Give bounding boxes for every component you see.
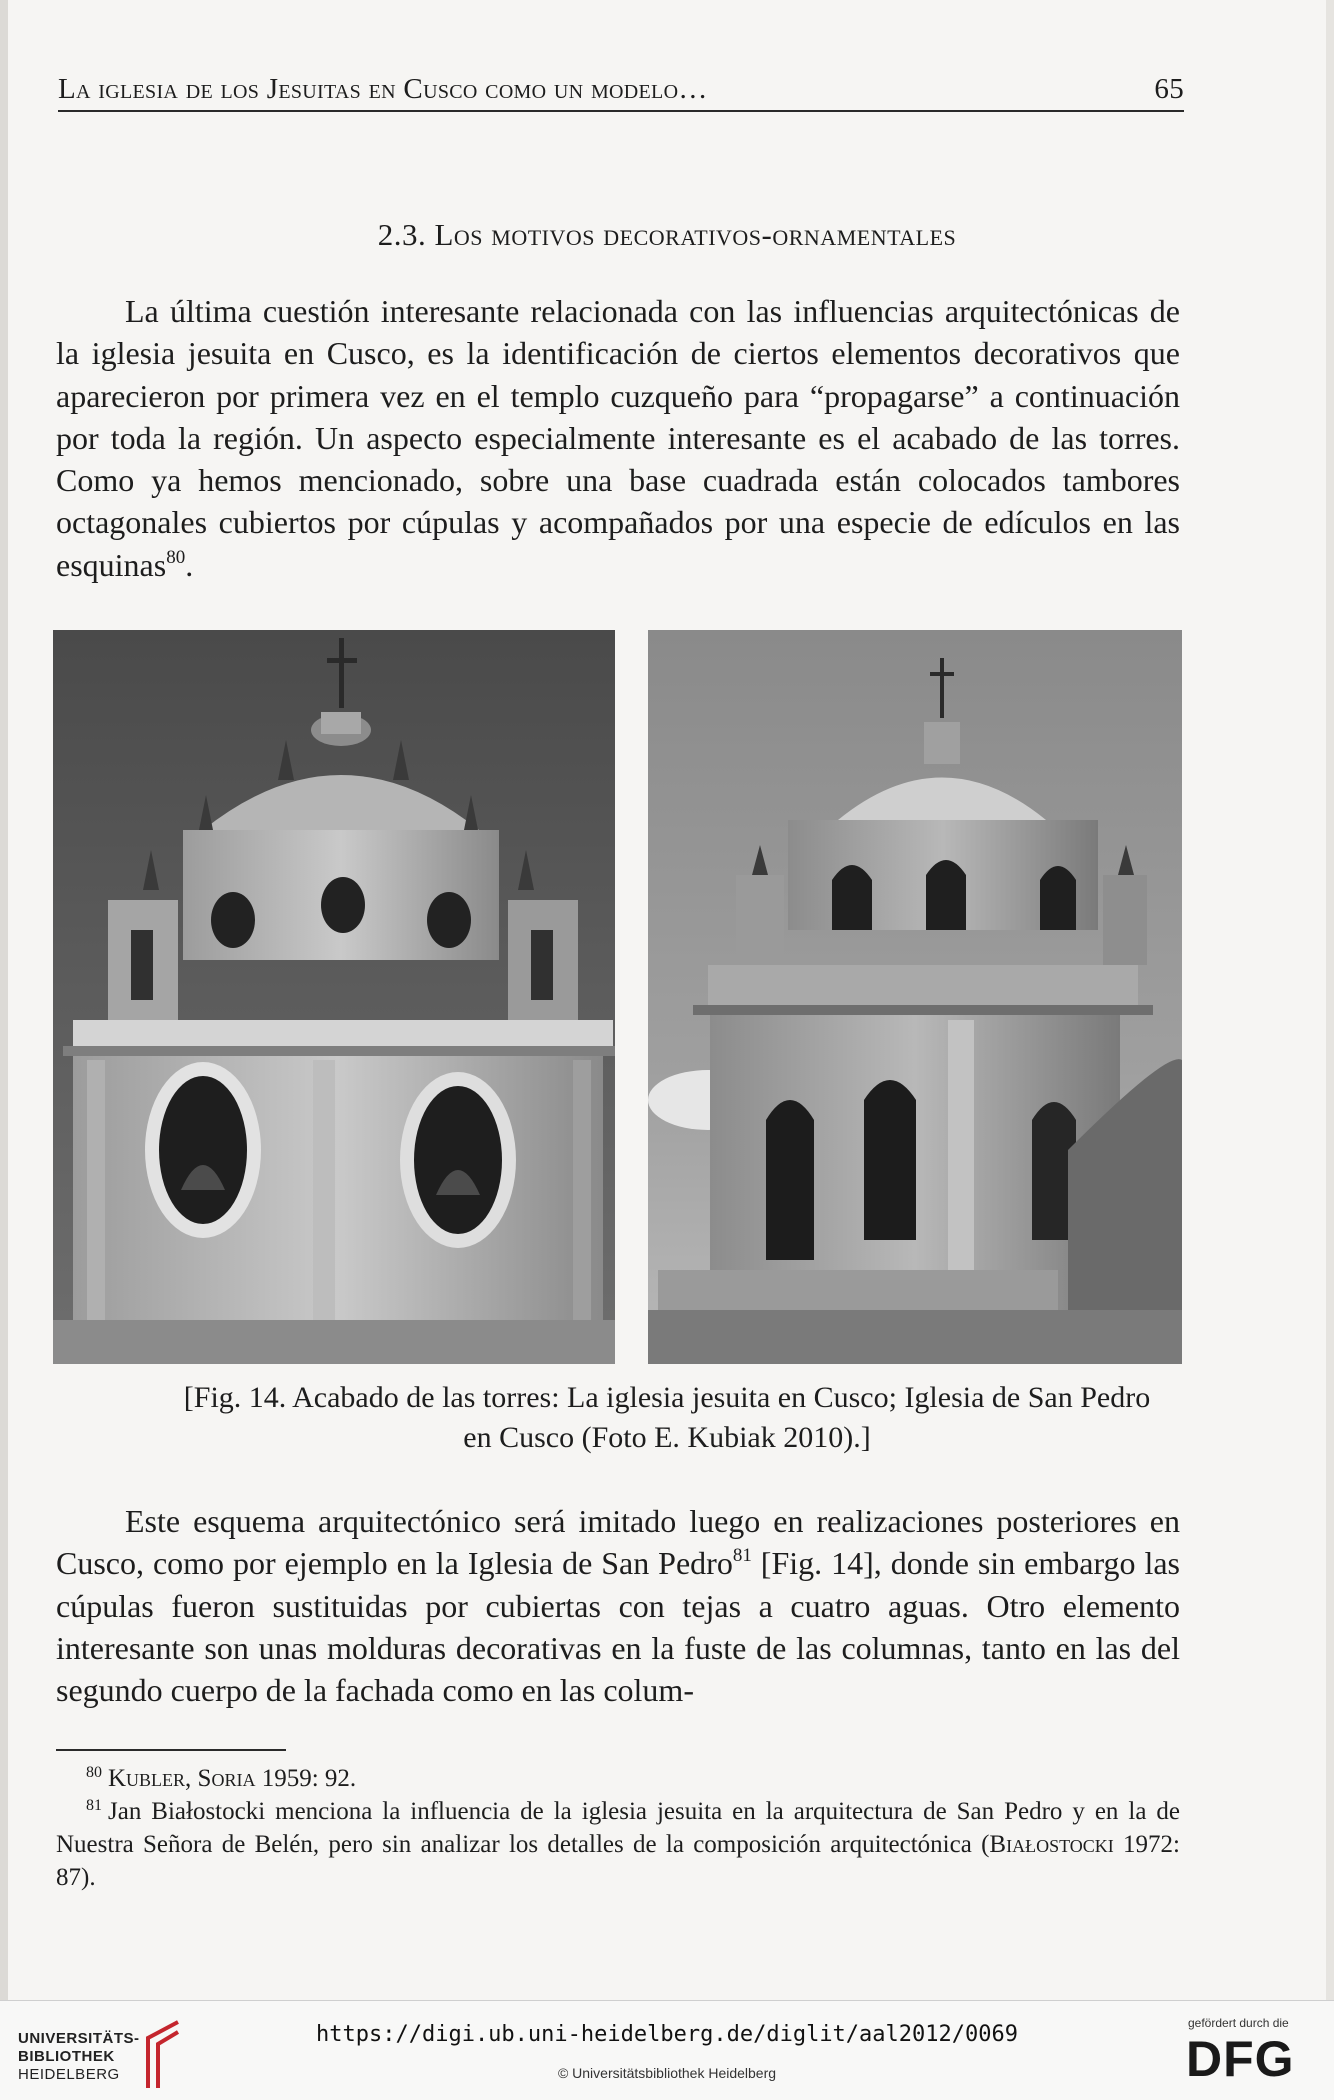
footnote-ref-80[interactable]: 80 [166, 546, 186, 568]
figure-caption [0, 1378, 1334, 1458]
paragraph-1-end: . [185, 546, 194, 583]
dfg-logo[interactable]: DFG [1186, 2031, 1295, 2087]
figure-photo-jesuit-tower [53, 630, 615, 1364]
permalink-url[interactable]: https://digi.ub.uni-heidelberg.de/diglit/aal2012/0069 [316, 2022, 1018, 2047]
figure-photo-san-pedro-tower [648, 630, 1182, 1364]
footnote-80-text: 1959: 92. [255, 1765, 357, 1792]
funder-note: gefördert durch die [1188, 2016, 1289, 2030]
footnotes [56, 1762, 1180, 1894]
footnote-81 [56, 1795, 1180, 1894]
running-head [58, 73, 1184, 106]
library-line-2: BIBLIOTHEK [18, 2048, 115, 2065]
figure-caption-line-1: [Fig. 14. Acabado de las torres: La iglesia jesuita en Cusco; Iglesia de San Pedro [183, 1381, 1151, 1414]
footnote-81-text-a: Jan Białostocki menciona la influencia de la iglesia jesuita en la arquitectura de San Pedro y en la de Nuestra Señora de Belén, pero sin analizar los detalles de la composición arquitectónica ( [56, 1798, 1180, 1858]
footnote-rule [56, 1749, 286, 1751]
footnote-81-text-b: 1972: 87). [56, 1831, 1180, 1891]
library-line-1: UNIVERSITÄTS- [18, 2030, 140, 2047]
figure-caption-line-2: en Cusco (Foto E. Kubiak 2010).] [463, 1421, 871, 1454]
footnote-81-number: 81 [86, 1797, 102, 1814]
digitization-footer [0, 2000, 1334, 2100]
paragraph-2 [56, 1500, 1180, 1711]
section-title: 2.3. Los motivos decorativos-ornamentales [377, 217, 957, 252]
running-head-title: La iglesia de los Jesuitas en Cusco como un modelo… [58, 73, 708, 105]
copyright-text: © Universitätsbibliothek Heidelberg [557, 2065, 777, 2081]
jesuit-tower-illustration [53, 630, 615, 1364]
page-edge-left [0, 0, 8, 2000]
footnote-80-number: 80 [86, 1764, 102, 1781]
running-head-rule [58, 110, 1184, 112]
library-line-3: HEIDELBERG [18, 2066, 120, 2083]
page-edge-right [1326, 0, 1334, 2000]
footnote-80 [56, 1762, 1180, 1795]
san-pedro-tower-illustration [648, 630, 1182, 1364]
paragraph-2-text-a: Este esquema arquitectónico será imitado luego en realizaciones posteriores en Cusco, como por ejemplo en la Iglesia de San Pedro [56, 1503, 1180, 1582]
paragraph-1 [56, 290, 1180, 586]
page-number: 65 [1154, 73, 1184, 105]
paragraph-1-text: La última cuestión interesante relacionada con las influencias arquitectónicas de la iglesia jesuita en Cusco, es la identificación de ciertos elementos decorativos que aparecieron por primera vez en el templo cuzqueño para “propagarse” a continuación por toda la región. Un aspecto especialmente interesante es el acabado de las torres. Como ya hemos mencionado, sobre una base cuadrada están colocados tambores octagonales cubiertos por cúpulas y acompañados por una especie de edículos en las esquinas [56, 293, 1180, 583]
paragraph-2-text-b: [Fig. 14], donde sin embargo las cúpulas fueron sustituidas por cubiertas con tejas a cuatro aguas. Otro elemento interesante son unas molduras decorativas en la fuste de las columnas, tanto en las del segundo cuerpo de la fachada como en las colum- [56, 1545, 1181, 1709]
footnote-81-author: Białostocki [989, 1831, 1114, 1858]
footnote-80-author: Kubler, Soria [108, 1765, 256, 1792]
footnote-ref-81[interactable]: 81 [732, 1545, 752, 1567]
